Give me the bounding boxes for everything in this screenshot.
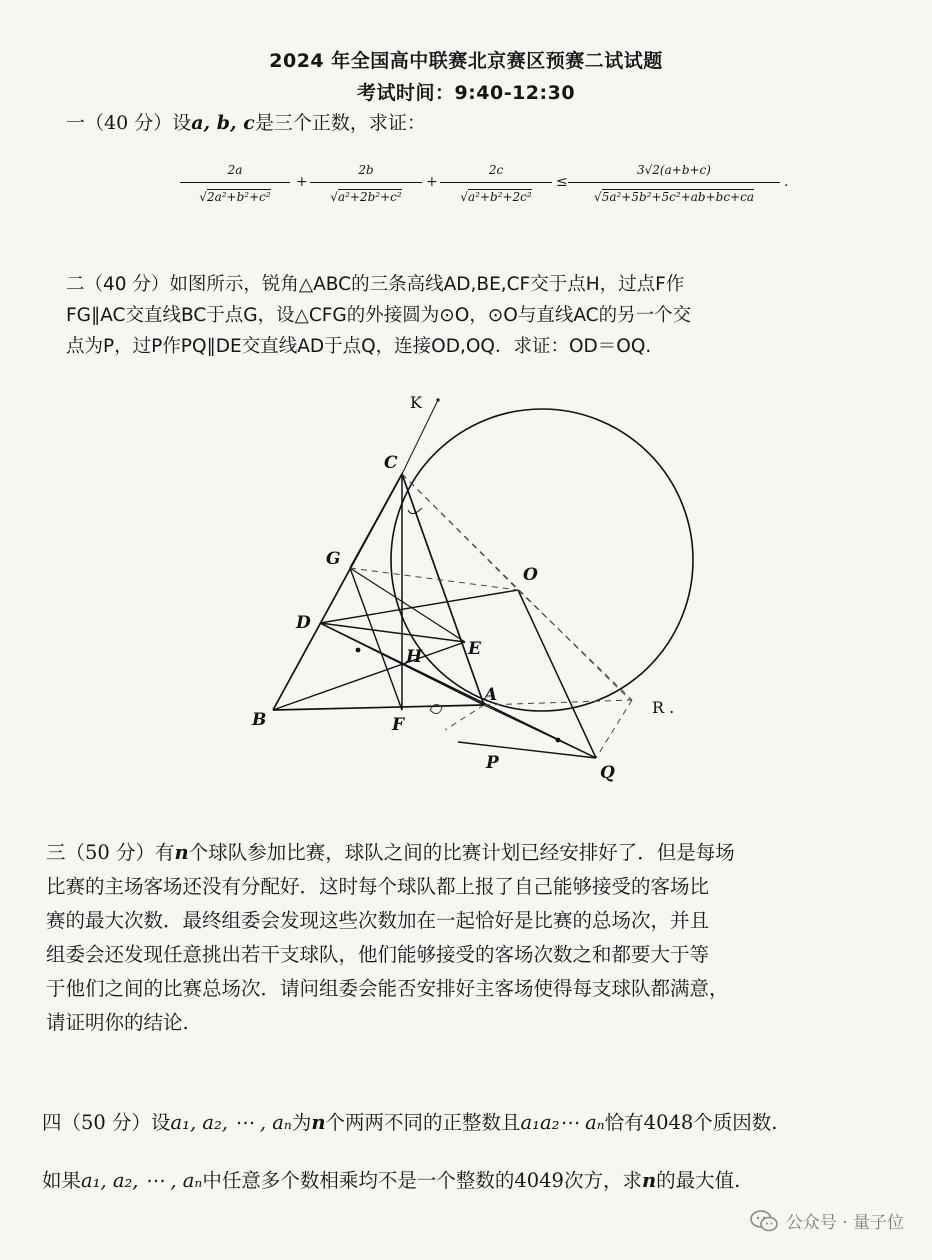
label-d: D <box>296 613 311 633</box>
leq-sign: ≤ <box>556 174 568 190</box>
wechat-icon <box>750 1210 778 1232</box>
label-e: E <box>468 639 481 659</box>
label-q: Q <box>600 763 615 783</box>
plus-sign: + <box>296 174 308 190</box>
problem-3-statement: 三（50 分）有n个球队参加比赛，球队之间的比赛计划已经安排好了．但是每场 比赛的主场客场还没有分配好．这时每个球队都上报了自己能够接受的客场比 赛的最大次数．最终组委会发现这些次数加在一起恰好是比赛的总场次，并且 组委会还发现任意挑出若干支球队，他们能够接受的客场次数之和都要大于等 于他们之间的比赛总场次．请问组委会能否安排好主客场使得每支球队都满意， 请证明你的结论. <box>46 841 735 1034</box>
triangle-abc <box>273 474 484 710</box>
exam-time: 考试时间：9:40-12:30 <box>356 82 576 104</box>
problem-4-line-1: 四（50 分）设a₁, a₂, ⋯ , aₙ为n个两两不同的正整数且a₁a₂⋯ aₙ恰有4048个质因数. <box>42 1111 778 1134</box>
label-c: C <box>384 453 398 473</box>
segment-oq <box>518 590 596 758</box>
label-o: O <box>523 565 538 585</box>
problem-4-line-2: 如果a₁, a₂, ⋯ , aₙ中任意多个数相乘均不是一个整数的4049次方，求n的最大值. <box>42 1169 741 1192</box>
plus-sign: + <box>426 174 438 190</box>
fraction-2: 2b √a²+2b²+c² <box>310 158 422 209</box>
label-g: G <box>326 549 341 569</box>
segment-pq <box>458 742 596 758</box>
circumcircle-o <box>391 409 693 711</box>
label-a: A <box>484 685 498 705</box>
geometry-figure <box>240 380 700 800</box>
fraction-rhs: 3√2(a+b+c) √5a²+5b²+5c²+ab+bc+ca <box>568 158 780 209</box>
label-k: K <box>410 393 422 412</box>
period: . <box>784 174 789 190</box>
page-title: 2024 年全国高中联赛北京赛区预赛二试试题 <box>269 50 663 72</box>
problem-1-statement: 一（40 分）设a, b, c是三个正数，求证： <box>66 112 426 134</box>
problem-1-inequality <box>176 158 816 222</box>
segment-od <box>320 590 518 623</box>
label-h: H <box>406 647 423 667</box>
fraction-3: 2c √a²+b²+2c² <box>440 158 552 209</box>
label-p: P <box>486 753 499 773</box>
label-r: R . <box>652 698 675 717</box>
label-f: F <box>392 715 405 735</box>
altitude-be <box>273 642 465 710</box>
watermark <box>750 1208 904 1233</box>
fraction-1: 2a √2a²+b²+c² <box>180 158 290 209</box>
label-b: B <box>252 710 267 730</box>
watermark-text: 公众号 · 量子位 <box>785 1213 904 1233</box>
problem-2-statement: 二（40 分）如图所示，锐角△ABC的三条高线AD,BE,CF交于点H，过点F作 FG∥AC交直线BC于点G，设△CFG的外接圆为⊙O，⊙O与直线AC的另一个交 点为P，过P作PQ∥DE交直线AD于点Q，连接OD,OQ．求证：OD＝OQ. <box>66 274 692 357</box>
